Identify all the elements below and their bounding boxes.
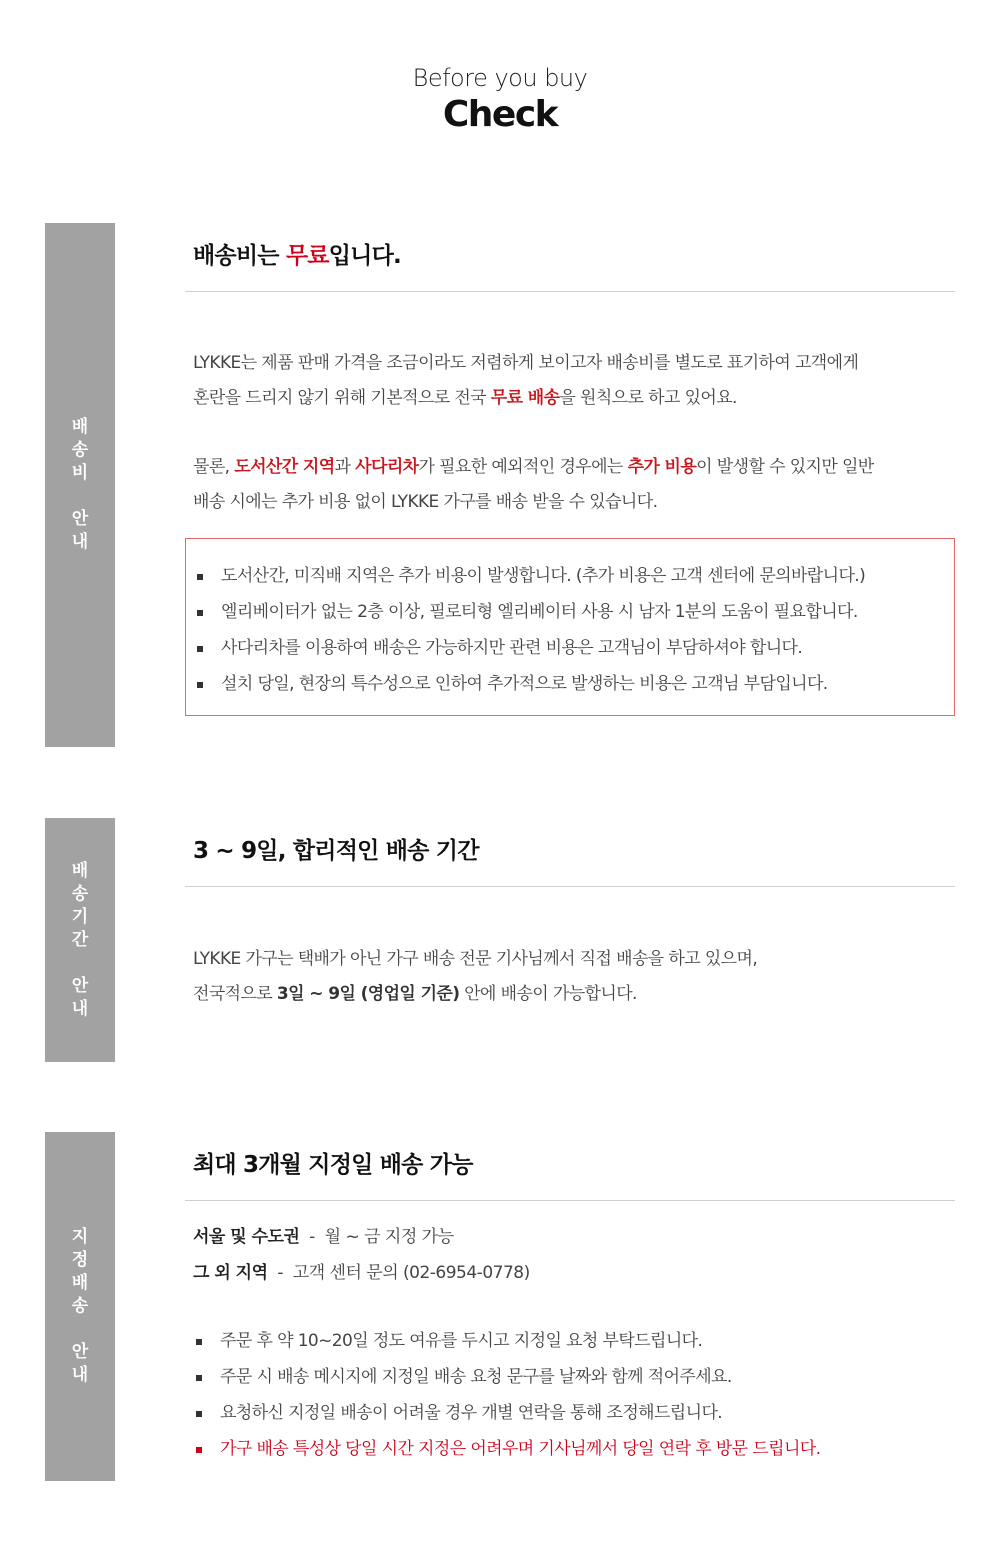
title-highlight: 무료: [285, 243, 329, 269]
side-label-char: 안: [71, 509, 89, 529]
side-label-char: 정: [71, 1250, 89, 1270]
divider: [185, 886, 955, 887]
region-row: [193, 1219, 955, 1255]
note-item-warning: 가구 배송 특성상 당일 시간 지정은 어려우며 기사님께서 당일 연락 후 방문 드립니다.: [185, 1431, 955, 1467]
side-label-char: 기: [71, 906, 89, 927]
side-label-char: 간: [71, 929, 89, 950]
notice-box: [185, 538, 955, 716]
side-label-char: 비: [71, 463, 89, 483]
text-run: 안에 배송이 가능합니다.: [459, 984, 637, 1004]
note-item: 주문 후 약 10~20일 정도 여유를 두시고 지정일 요청 부탁드립니다.: [185, 1323, 955, 1359]
region-name: 그 외 지역: [193, 1263, 268, 1283]
side-label-char: 지: [71, 1227, 89, 1247]
side-label-char: 안: [71, 1342, 89, 1362]
title-prefix: 배송비는: [193, 243, 286, 269]
paragraph-line: [193, 381, 955, 416]
section-title: 3 ~ 9일, 합리적인 배송 기간: [193, 838, 479, 864]
section-title: 최대 3개월 지정일 배송 가능: [193, 1152, 473, 1178]
highlight-free-shipping: 무료 배송: [490, 388, 560, 408]
header-subtitle: Before you buy: [412, 64, 588, 92]
text-run: 이 발생할 수 있지만 일반: [696, 457, 874, 477]
paragraph-line: LYKKE는 제품 판매 가격을 조금이라도 저렴하게 보이고자 배송비를 별도로 표기하여 고객에게: [193, 353, 859, 373]
paragraph-line: LYKKE 가구는 택배가 아닌 가구 배송 전문 기사님께서 직접 배송을 하고 있으며,: [193, 949, 758, 969]
side-label-char: 배: [71, 417, 89, 437]
side-label-char: 내: [71, 998, 89, 1019]
paragraph-line: [193, 977, 955, 1012]
side-label-char: 내: [71, 1365, 89, 1385]
divider: [185, 1200, 955, 1201]
paragraph-shipping-period: [193, 942, 955, 1012]
text-run: 물론,: [193, 457, 235, 477]
text-run: 전국적으로: [193, 984, 277, 1004]
region-list: [185, 1219, 955, 1291]
side-label-scheduled-delivery: [45, 1132, 115, 1481]
side-label-char: 송: [71, 440, 89, 460]
section-content: [185, 241, 955, 716]
title-suffix: 입니다.: [328, 243, 401, 269]
notice-item: 설치 당일, 현장의 특수성으로 인하여 추가적으로 발생하는 비용은 고객님 부담입니다.: [186, 666, 954, 702]
highlight-extra-cost: 추가 비용: [627, 457, 697, 477]
region-row: [193, 1255, 955, 1291]
region-name: 서울 및 수도권: [193, 1227, 300, 1247]
side-label-char: 내: [71, 532, 89, 552]
text-run: 가 필요한 예외적인 경우에는: [418, 457, 628, 477]
side-label-shipping-fee: [45, 223, 115, 747]
side-label-shipping-period: [45, 818, 115, 1062]
side-label-char: 배: [71, 1273, 89, 1293]
note-item: 주문 시 배송 메시지에 지정일 배송 요청 문구를 날짜와 함께 적어주세요.: [185, 1359, 955, 1395]
highlight-period: 3일 ~ 9일 (영업일 기준): [276, 984, 460, 1004]
paragraph-extra-cost: [193, 450, 955, 520]
header-title: Check: [442, 94, 558, 135]
notice-item: 사다리차를 이용하여 배송은 가능하지만 관련 비용은 고객님이 부담하셔야 합니다.: [186, 630, 954, 666]
paragraph-free-shipping: [193, 346, 955, 416]
notice-item: 엘리베이터가 없는 2층 이상, 필로티형 엘리베이터 사용 시 남자 1분의 도움이 필요합니다.: [186, 594, 954, 630]
notice-list: [186, 558, 954, 702]
section-content: [185, 836, 955, 1012]
side-label-char: 안: [71, 975, 89, 996]
highlight-remote-area: 도서산간 지역: [234, 457, 335, 477]
paragraph-line: [193, 450, 955, 485]
text-run: 혼란을 드리지 않기 위해 기본적으로 전국: [193, 388, 491, 408]
section-content: [185, 1150, 955, 1467]
notice-item: 도서산간, 미직배 지역은 추가 비용이 발생합니다. (추가 비용은 고객 센터에 문의바랍니다.): [186, 558, 954, 594]
region-value: - 월 ~ 금 지정 가능: [299, 1227, 454, 1247]
text-run: 을 원칙으로 하고 있어요.: [559, 388, 737, 408]
section-title: [193, 241, 955, 271]
region-value: - 고객 센터 문의 (02-6954-0778): [267, 1263, 530, 1283]
scheduled-notes: [185, 1323, 955, 1467]
side-label-char: 송: [71, 1296, 89, 1316]
note-item: 요청하신 지정일 배송이 어려울 경우 개별 연락을 통해 조정해드립니다.: [185, 1395, 955, 1431]
paragraph-line: 배송 시에는 추가 비용 없이 LYKKE 가구를 배송 받을 수 있습니다.: [193, 492, 658, 512]
highlight-ladder-truck: 사다리차: [355, 457, 419, 477]
side-label-char: 송: [71, 883, 89, 904]
page-header: [0, 62, 1000, 136]
text-run: 과: [334, 457, 356, 477]
divider: [185, 291, 955, 292]
side-label-char: 배: [71, 860, 89, 881]
